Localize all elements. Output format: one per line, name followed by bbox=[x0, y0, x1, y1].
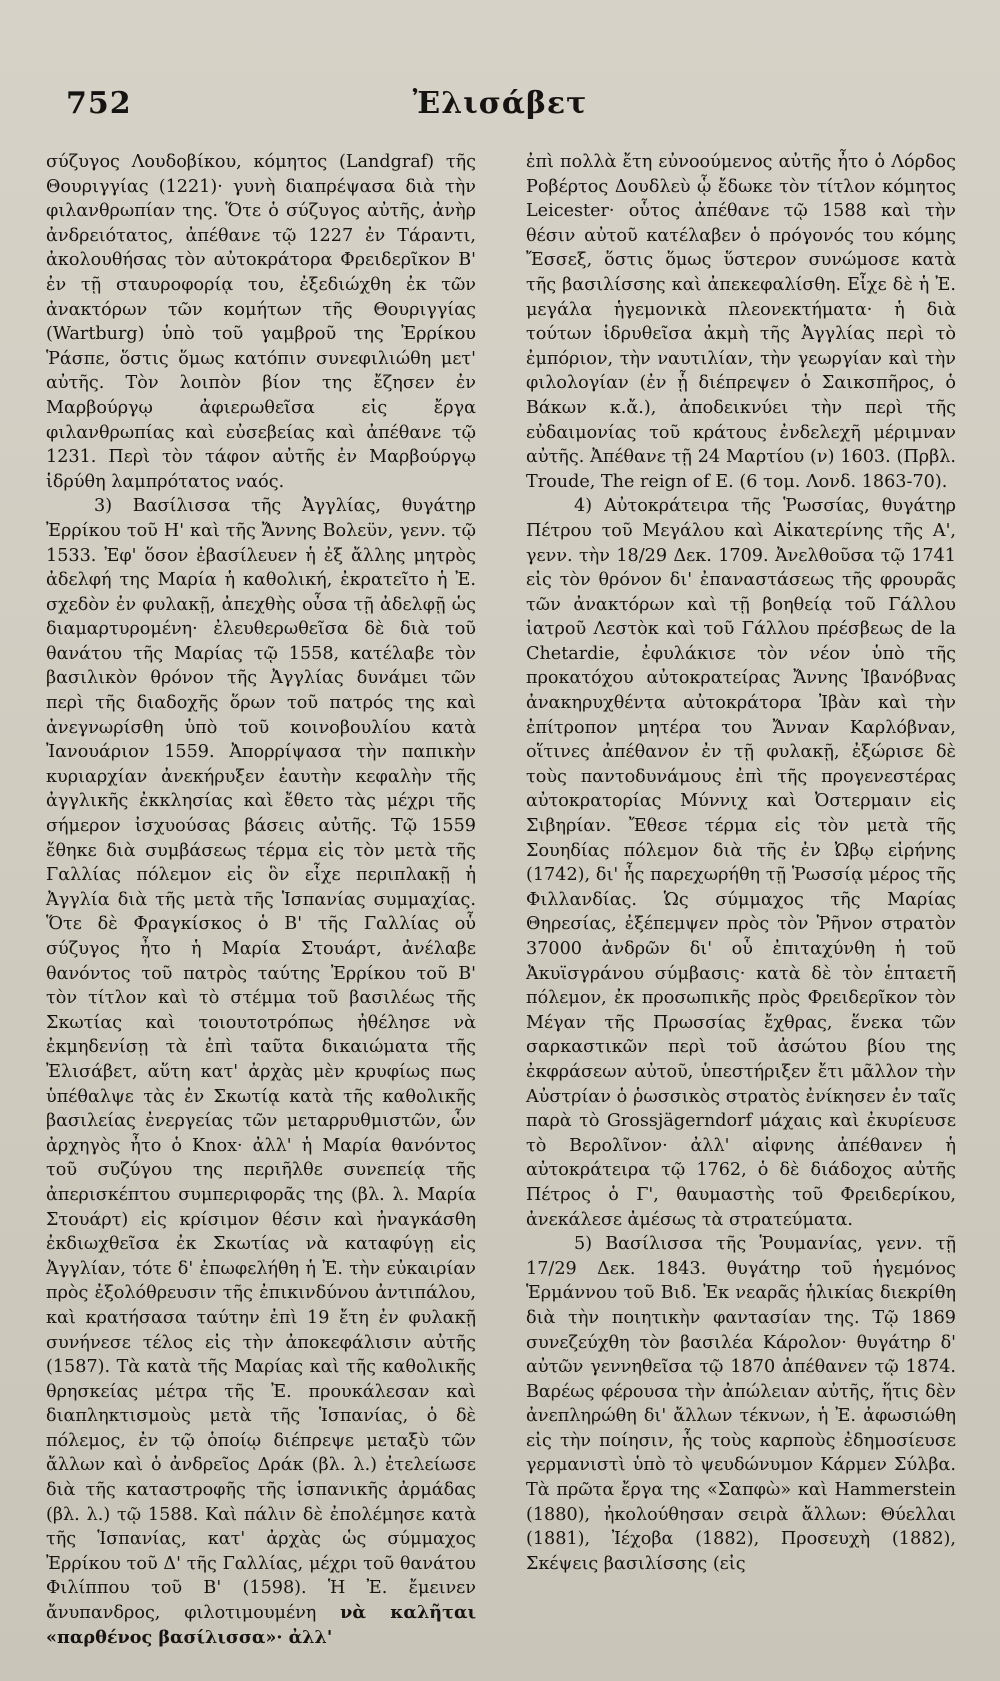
page-header bbox=[0, 86, 1000, 126]
entry-3-england bbox=[46, 494, 476, 1650]
left-column bbox=[46, 150, 476, 1650]
entry-3-continuation: ἐπὶ πολλὰ ἔτη εὐνοούμενος αὐτῆς ἦτο ὁ Λόρδος Ροβέρτος Δουδλεὺ ᾧ ἔδωκε τὸν τίτλον κόμητος Leicester· οὗτος ἀπέθανε τῷ 1588 καὶ τὴν θέσιν αὐτοῦ κατέλαβεν ὁ πρόγονός του κόμης Ἔσσεξ, ὅστις ὅμως ὕστερον συνώμοσε κατὰ τῆς βασιλίσσης καὶ ἀπεκεφαλίσθη. Εἶχε δὲ ἡ Ἐ. μεγάλα ἡγεμονικὰ πλεονεκτήματα· ἡ διὰ τούτων ἱδρυθεῖσα ἀκμὴ τῆς Ἀγγλίας περὶ τὸ ἐμπόριον, τὴν ναυτιλίαν, τὴν γεωργίαν καὶ τὴν φιλολογίαν (ἐν ᾗ διέπρεψεν ὁ Σαικσπῆρος, ὁ Βάκων κ.ἄ.), ἀποδεικνύει τὴν περὶ τῆς εὐδαιμονίας τοῦ κράτους ἐνδελεχῆ μέριμναν αὐτῆς. Ἀπέθανε τῇ 24 Μαρτίου (ν) 1603. (Πρβλ. Troude, The reign of E. (6 τομ. Λονδ. 1863-70). bbox=[526, 152, 956, 492]
entry-2-continuation: σύζυγος Λουδοβίκου, κόμητος (Landgraf) τῆς Θουριγγίας (1221)· γυνὴ διαπρέψασα διὰ τὴν φιλανθρωπίαν της. Ὅτε ὁ σύζυγος αὐτῆς, ἀνὴρ ἀνδρειότατος, ἀπέθανε τῷ 1227 ἐν Τάραντι, ἀκολουθήσας τὸν αὐτοκράτορα Φρειδερῖκον Β' ἐν τῇ σταυροφορίᾳ του, ἐξεδιώχθη ἐκ τῶν ἀνακτόρων τῶν κομήτων τῆς Θουριγγίας (Wartburg) ὑπὸ τοῦ γαμβροῦ της Ἐρρίκου Ῥάσπε, ὅστις ὅμως κατόπιν συνεφιλιώθη μετ' αὐτῆς. Τὸν λοιπὸν βίον της ἔζησεν ἐν Μαρβούργῳ ἀφιερωθεῖσα εἰς ἔργα φιλανθρωπίας καὶ εὐσεβείας καὶ ἀπέθανε τῷ 1231. Περὶ τὸν τάφον αὐτῆς ἐν Μαρβούργῳ ἱδρύθη λαμπρότατος ναός. bbox=[46, 152, 476, 492]
page-number: 752 bbox=[66, 86, 132, 121]
entry-4-russia: 4) Αὐτοκράτειρα τῆς Ῥωσσίας, θυγάτηρ Πέτρου τοῦ Μεγάλου καὶ Αἰκατερίνης τῆς Α', γενν. τὴν 18/29 Δεκ. 1709. Ἀνελθοῦσα τῷ 1741 εἰς τὸν θρόνον δι' ἐπαναστάσεως τῆς φρουρᾶς τῶν ἀνακτόρων καὶ τῇ βοηθείᾳ τοῦ Γάλλου ἰατροῦ Λεστὸκ καὶ τοῦ Γάλλου πρέσβεως de la Chetardie, ἐφυλάκισε τὸν νέον ὑπὸ τῆς προκατόχου αὐτοκρατείρας Ἄννης Ἰβανόβνας ἀνακηρυχθέντα αὐτοκράτορα Ἰβὰν καὶ τὴν ἐπίτροπον μητέρα του Ἄνναν Καρλόβναν, οἵτινες ἀπέθανον ἐν τῇ φυλακῇ, ἐξώρισε δὲ τοὺς παντοδυνάμους ἐπὶ τῆς προγενεστέρας αὐτοκρατορίας Μύννιχ καὶ Ὀστερμαιν εἰς Σιβηρίαν. Ἔθεσε τέρμα εἰς τὸν μετὰ τῆς Σουηδίας πόλεμον διὰ τῆς ἐν Ὠβῳ εἰρήνης (1742), δι' ἧς παρεχωρήθη τῇ Ῥωσσίᾳ μέρος τῆς Φιλλανδίας. Ὡς σύμμαχος τῆς Μαρίας Θηρεσίας, ἐξέπεμψεν πρὸς τὸν Ῥῆνον στρατὸν 37000 ἀνδρῶν δι' οὗ ἐπιταχύνθη ἡ τοῦ Ἀκυϊσγράνου σύμβασις· κατὰ δὲ τὸν ἑπταετῆ πόλεμον, ἐκ προσωπικῆς πρὸς Φρειδερῖκον τὸν Μέγαν τῆς Πρωσσίας ἔχθρας, ἕνεκα τῶν σαρκαστικῶν περὶ τοῦ ἀσώτου βίου της ἐκφράσεων αὐτοῦ, ὑπεστήριξεν ἔτι μᾶλλον τὴν Αὐστρίαν ὁ ῥωσσικὸς στρατὸς ἐνίκησεν ἐν ταῖς παρὰ τὸ Grossjägerndorf μάχαις καὶ ἐκυρίευσε τὸ Βερολῖνον· ἀλλ' αἰφνης ἀπέθανεν ἡ αὐτοκράτειρα τῷ 1762, ὁ δὲ διάδοχος αὐτῆς Πέτρος ὁ Γ', θαυμαστὴς τοῦ Φρειδερίκου, ἀνεκάλεσε ἀμέσως τὰ στρατεύματα. bbox=[526, 496, 956, 1230]
entry-3-text: 3) Βασίλισσα τῆς Ἀγγλίας, θυγάτηρ Ἐρρίκου τοῦ Η' καὶ τῆς Ἄννης Βολεϋν, γενν. τῷ 1533. Ἐφ' ὅσον ἐβασίλευεν ἡ ἐξ ἄλλης μητρὸς ἀδελφή της Μαρία ἡ καθολική, ἐκρατεῖτο ἡ Ἐ. σχεδὸν ἐν φυλακῇ, ἀπεχθὴς οὖσα τῇ ἀδελφῇ ὡς διαμαρτυρομένη· ἐλευθερωθεῖσα δὲ διὰ τοῦ θανάτου τῆς Μαρίας τῷ 1558, κατέλαβε τὸν βασιλικὸν θρόνον τῆς Ἀγγλίας δυνάμει τῶν περὶ τῆς διαδοχῆς ὅρων τοῦ πατρός της καὶ ἀνεγνωρίσθη ὑπὸ τοῦ κοινοβουλίου κατὰ Ἰανουάριον 1559. Ἀπορρίψασα τὴν παπικὴν κυριαρχίαν ἀνεκήρυξεν ἑαυτὴν κεφαλὴν τῆς ἀγγλικῆς ἐκκλησίας καὶ ἔθετο τὰς μέχρι τῆς σήμερον ἰσχυούσας βάσεις αὐτῆς. Τῷ 1559 ἔθηκε διὰ συμβάσεως τέρμα εἰς τὸν μετὰ τῆς Γαλλίας πόλεμον εἰς ὃν εἶχε περιπλακῇ ἡ Ἀγγλία διὰ τῆς μετὰ τῆς Ἱσπανίας συμμαχίας. Ὅτε δὲ Φραγκίσκος ὁ Β' τῆς Γαλλίας οὗ σύζυγος ἦτο ἡ Μαρία Στουάρτ, ἀνέλαβε θανόντος τοῦ πατρὸς ταύτης Ἐρρίκου τοῦ Β' τὸν τίτλον καὶ τὸ στέμμα τοῦ βασιλέως τῆς Σκωτίας καὶ τοιουτοτρόπως ἠθέλησε νὰ ἐκμηδενίσῃ τὰ ἐπὶ ταῦτα δικαιώματα τῆς Ἐλισάβετ, αὕτη κατ' ἀρχὰς μὲν κρυφίως πως ὑπέθαλψε τὰς ἐν Σκωτίᾳ κατὰ τῆς καθολικῆς βασιλείας ἐνεργείας τῶν μεταρρυθμιστῶν, ὧν ἀρχηγὸς ἦτο ὁ Knox· ἀλλ' ἡ Μαρία θανόντος τοῦ συζύγου της περιῆλθε συνεπείᾳ τῆς ἀπερισκέπτου συμπεριφορᾶς της (βλ. λ. Μαρία Στουάρτ) εἰς κρίσιμον θέσιν καὶ ἠναγκάσθη ἐκδιωχθεῖσα ἐκ Σκωτίας νὰ καταφύγῃ εἰς Ἀγγλίαν, τότε δ' ἐπωφελήθη ἡ Ἐ. τὴν εὐκαιρίαν πρὸς ἐξολόθρευσιν τῆς ἐπικινδύνου ἀντιπάλου, καὶ κρατήσασα ταύτην ἐπὶ 19 ἔτη ἐν φυλακῇ συνήνεσε τέλος εἰς τὴν ἀποκεφάλισιν αὐτῆς (1587). Τὰ κατὰ τῆς Μαρίας καὶ τῆς καθολικῆς θρησκείας μέτρα τῆς Ἐ. προυκάλεσαν καὶ διαπληκτισμοὺς μετὰ τῆς Ἱσπανίας, ὁ δὲ πόλεμος, ἐν τῷ ὁποίῳ διέπρεψε μεταξὺ τῶν ἄλλων καὶ ὁ ἀνδρεῖος Δράκ (βλ. λ.) ἐτελείωσε διὰ τῆς καταστροφῆς τῆς ἱσπανικῆς ἀρμάδας (βλ. λ.) τῷ 1588. Καὶ πάλιν δὲ ἐπολέμησε κατὰ τῆς Ἱσπανίας, κατ' ἀρχὰς ὡς σύμμαχος Ἐρρίκου τοῦ Δ' τῆς Γαλλίας, μέχρι τοῦ θανάτου Φιλίππου τοῦ Β' (1598). Ἡ Ἐ. ἔμεινεν ἄνυπανδρος, φιλοτιμουμένη bbox=[46, 496, 476, 1624]
entry-5-romania: 5) Βασίλισσα τῆς Ῥουμανίας, γενν. τῇ 17/29 Δεκ. 1843. θυγάτηρ τοῦ ἡγεμόνος Ἑρμάννου τοῦ Βιδ. Ἐκ νεαρᾶς ἡλικίας διεκρίθη διὰ τὴν ποιητικὴν φαντασίαν της. Τῷ 1869 συνεζεύχθη τὸν βασιλέα Κάρολον· θυγάτηρ δ' αὐτῶν γεννηθεῖσα τῷ 1870 ἀπέθανεν τῷ 1874. Βαρέως φέρουσα τὴν ἀπώλειαν αὐτῆς, ἥτις δὲν ἀνεπληρώθη δι' ἄλλων τέκνων, ἡ Ἐ. ἀφωσιώθη εἰς τὴν ποίησιν, ἧς τοὺς καρποὺς ἐδημοσίευσε γερμανιστὶ ὑπὸ τὸ ψευδώνυμον Κάρμεν Σύλβα. Τὰ πρῶτα ἔργα της «Σαπφὼ» καὶ Hammerstein (1880), ἠκολούθησαν σειρὰ ἄλλων: Θύελλαι (1881), Ἰέχοβα (1882), Προσευχὴ (1882), Σκέψεις βασιλίσσης (εἰς bbox=[526, 1234, 956, 1574]
running-title: Ἐλισάβετ bbox=[412, 86, 588, 121]
entry-3-tail: νὰ καλῆται «παρθένος βασίλισσα»· ἀλλ' bbox=[46, 1602, 476, 1648]
right-column bbox=[526, 150, 956, 1576]
